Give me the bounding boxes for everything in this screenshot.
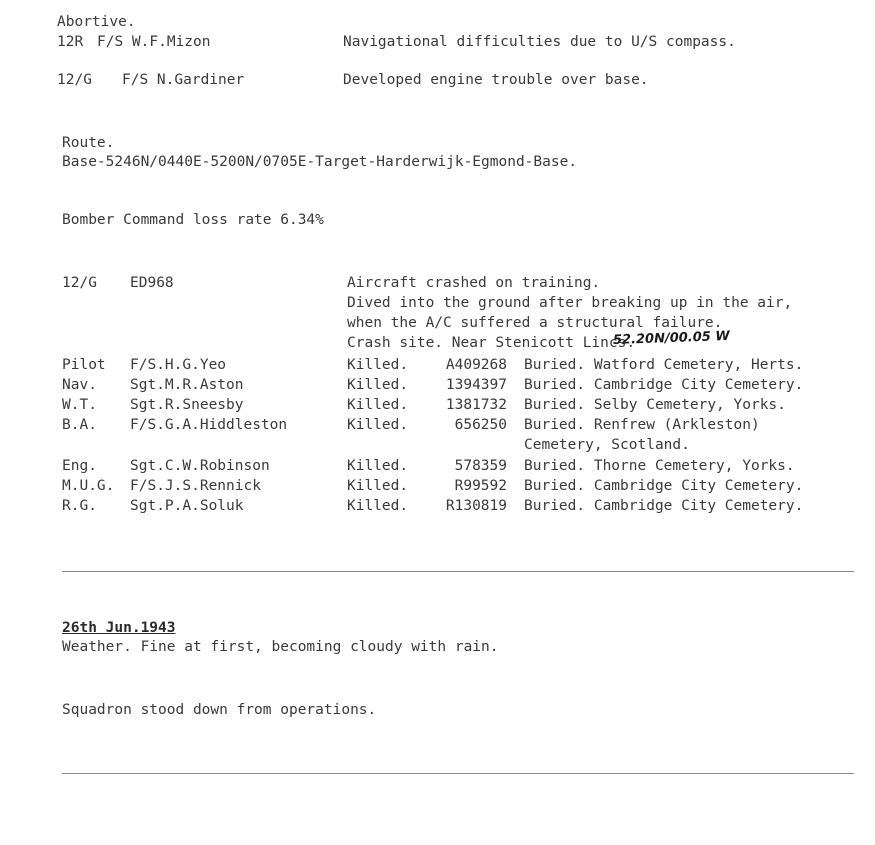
crew-role: M.U.G.	[62, 478, 115, 494]
loss-note: Dived into the ground after breaking up in the air,	[347, 295, 793, 311]
crew-name: Sgt.R.Sneesby	[130, 397, 244, 413]
crew-fate: Buried. Cambridge City Cemetery.	[524, 478, 804, 494]
crew-service-number: A409268	[445, 357, 507, 373]
crew-role: Nav.	[62, 377, 97, 393]
loss-note: when the A/C suffered a structural failure.	[347, 315, 723, 331]
loss-note: Aircraft crashed on training.	[347, 275, 601, 291]
crew-name: F/S.J.S.Rennick	[130, 478, 261, 494]
loss-rate: Bomber Command loss rate 6.34%	[62, 212, 324, 228]
abortive-name: F/S N.Gardiner	[122, 72, 245, 88]
crew-status: Killed.	[347, 458, 409, 474]
crew-fate: Buried. Watford Cemetery, Herts.	[524, 357, 804, 373]
crew-status: Killed.	[347, 377, 409, 393]
section-divider	[62, 773, 854, 774]
abortive-reason: Navigational difficulties due to U/S compass.	[343, 34, 736, 50]
abortive-code: 12R	[57, 34, 84, 50]
abortive-reason: Developed engine trouble over base.	[343, 72, 649, 88]
crew-service-number: 1394397	[445, 377, 507, 393]
crew-service-number: 656250	[454, 417, 507, 433]
aircraft-serial: ED968	[130, 275, 174, 291]
crew-status: Killed.	[347, 498, 409, 514]
crew-name: Sgt.M.R.Aston	[130, 377, 244, 393]
crew-fate-continued: Cemetery, Scotland.	[524, 437, 690, 453]
crew-service-number: 578359	[454, 458, 507, 474]
crew-service-number: 1381732	[445, 397, 507, 413]
weather-text: Weather. Fine at first, becoming cloudy with rain.	[62, 639, 499, 655]
crew-role: W.T.	[62, 397, 97, 413]
loss-note: Crash site. Near Stenicott Lincs.	[347, 335, 636, 351]
route-text: Base-5246N/0440E-5200N/0705E-Target-Harderwijk-Egmond-Base.	[62, 154, 578, 170]
crew-status: Killed.	[347, 397, 409, 413]
crew-fate: Buried. Renfrew (Arkleston)	[524, 417, 760, 433]
handwritten-coordinates: 52.20N/00.05 W	[612, 328, 730, 348]
crew-role: B.A.	[62, 417, 97, 433]
crew-fate: Buried. Thorne Cemetery, Yorks.	[524, 458, 795, 474]
crew-status: Killed.	[347, 357, 409, 373]
crew-name: Sgt.C.W.Robinson	[130, 458, 270, 474]
crew-name: F/S.G.A.Hiddleston	[130, 417, 288, 433]
crew-service-number: R99592	[454, 478, 507, 494]
entry-date: 26th Jun.1943	[62, 620, 176, 636]
abortive-name: F/S W.F.Mizon	[97, 34, 211, 50]
abortive-heading: Abortive.	[57, 14, 136, 30]
crew-name: F/S.H.G.Yeo	[130, 357, 227, 373]
crew-fate: Buried. Cambridge City Cemetery.	[524, 377, 804, 393]
loss-code: 12/G	[62, 275, 97, 291]
crew-fate: Buried. Cambridge City Cemetery.	[524, 498, 804, 514]
crew-name: Sgt.P.A.Soluk	[130, 498, 244, 514]
crew-fate: Buried. Selby Cemetery, Yorks.	[524, 397, 786, 413]
abortive-code: 12/G	[57, 72, 92, 88]
crew-role: R.G.	[62, 498, 97, 514]
crew-status: Killed.	[347, 478, 409, 494]
section-divider	[62, 571, 854, 572]
crew-service-number: R130819	[445, 498, 507, 514]
crew-role: Eng.	[62, 458, 97, 474]
operations-note: Squadron stood down from operations.	[62, 702, 377, 718]
route-heading: Route.	[62, 135, 115, 151]
crew-status: Killed.	[347, 417, 409, 433]
crew-role: Pilot	[62, 357, 106, 373]
